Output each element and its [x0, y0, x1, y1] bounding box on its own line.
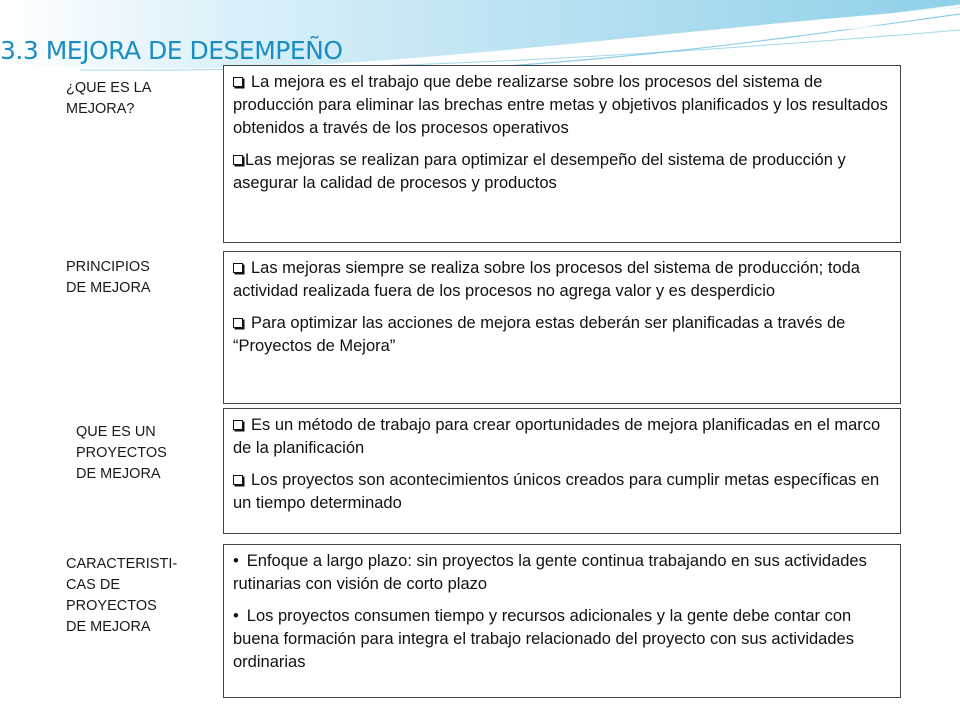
bullet-paragraph: Para optimizar las acciones de mejora estas deberán ser planificadas a través de “Proyectos de Mejora” — [233, 314, 846, 355]
bullet-paragraph: Las mejoras se realizan para optimizar el desempeño del sistema de producción y asegurar la calidad de procesos y productos — [233, 151, 846, 192]
bullet-paragraph: • Enfoque a largo plazo: sin proyectos la gente continua trabajando en sus actividades rutinarias con visión de corto plazo — [233, 552, 867, 593]
bullet-paragraph: Es un método de trabajo para crear oportunidades de mejora planificadas en el marco de la planificación — [233, 416, 881, 457]
section-label-caracteristicas: CARACTERISTI- CAS DE PROYECTOS DE MEJORA — [66, 556, 178, 635]
hollow-square-bullet-icon — [233, 475, 243, 485]
bullet-paragraph: La mejora es el trabajo que debe realizarse sobre los procesos del sistema de producción para eliminar las brechas entre metas y objetivos planificados y los resultados obtenidos a través de los procesos operativos — [233, 73, 888, 137]
section-label-que-es-un-proyecto: QUE ES UN PROYECTOS DE MEJORA — [76, 424, 167, 482]
hollow-square-bullet-icon — [233, 318, 243, 328]
bullet-paragraph: • Los proyectos consumen tiempo y recursos adicionales y la gente debe contar con buena formación para integra el trabajo relacionado del proyecto con sus actividades ordinarias — [233, 607, 854, 671]
section-box-que-es-un-proyecto — [223, 408, 901, 534]
dot-bullet-icon: • — [233, 552, 239, 570]
bullet-paragraph: Las mejoras siempre se realiza sobre los procesos del sistema de producción; toda actividad realizada fuera de los procesos no agrega valor y es desperdicio — [233, 259, 860, 300]
hollow-square-bullet-icon — [233, 420, 243, 430]
section-box-que-es-la-mejora — [223, 65, 901, 243]
slide-title: 3.3 MEJORA DE DESEMPEÑO — [0, 36, 343, 65]
bullet-paragraph: Los proyectos son acontecimientos únicos creados para cumplir metas específicas en un tiempo determinado — [233, 471, 880, 512]
section-label-que-es-la-mejora: ¿QUE ES LA MEJORA? — [66, 80, 152, 117]
hollow-square-bullet-icon — [233, 155, 243, 165]
dot-bullet-icon: • — [233, 607, 239, 625]
section-box-caracteristicas — [223, 544, 901, 698]
hollow-square-bullet-icon — [233, 263, 243, 273]
hollow-square-bullet-icon — [233, 77, 243, 87]
section-label-principios-de-mejora: PRINCIPIOS DE MEJORA — [66, 259, 151, 296]
section-box-principios-de-mejora — [223, 251, 901, 404]
